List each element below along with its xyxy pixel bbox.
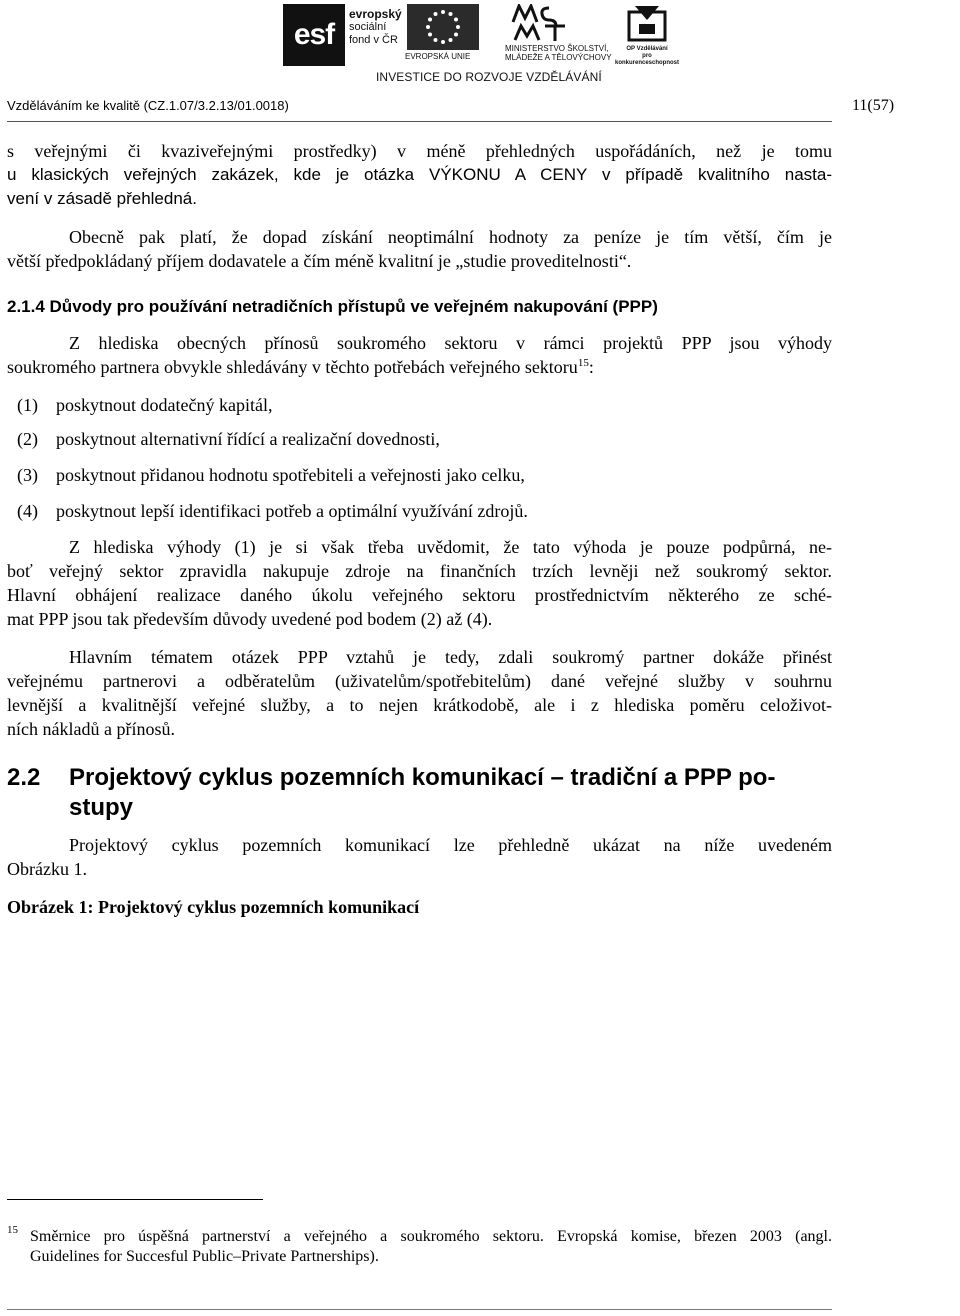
esf-logo-text [349,8,409,47]
section-heading-text: Projektový cyklus pozemních komunikací – tradiční a PPP po- [69,764,776,791]
footnote-divider [7,1199,263,1200]
list-item-number: (3) [17,465,38,485]
eu-flag-icon [407,4,479,50]
footer-divider [7,1309,832,1310]
paragraph-line: boť veřejný sektor zpravidla nakupuje zdroje na finančních trzích levněji než soukromý sektor. [7,561,832,581]
page-number: 11(57) [852,97,895,114]
paragraph-line: vení v zásadě přehledná. [7,189,197,208]
investice-caption: INVESTICE DO ROZVOJE VZDĚLÁVÁNÍ [376,70,602,84]
section-heading-number: 2.2 [7,764,41,791]
esf-logo [283,4,402,66]
esf-logo-line: fond v ČR [349,34,398,46]
list-item-text: poskytnout přidanou hodnotu spotřebiteli a veřejnosti jako celku, [56,465,525,485]
paragraph-line [7,356,594,378]
esf-logo-line: evropský [349,7,402,21]
footnote-text: Guidelines for Succesful Public–Private Partnerships). [30,1248,379,1265]
footnote-reference: 15 [577,357,589,369]
msmt-logo-caption [505,44,625,62]
footnote-text: Směrnice pro úspěšná partnerství a veřejného a soukromého sektoru. Evropská komise, březen 2003 (angl. [30,1228,832,1245]
eu-logo [407,4,479,66]
op-logo [614,4,679,66]
paragraph-line: u klasických veřejných zakázek, kde je otázka VÝKONU A CENY v případě kvalitního nasta- [7,165,832,184]
op-mark-icon [625,6,669,42]
op-logo-caption [613,46,681,67]
msmt-caption-line: MINISTERSTVO ŠKOLSTVÍ, [505,44,609,53]
paragraph-line: levnější a kvalitnější veřejné služby, a to nejen krátkodobě, ale i z hlediska poměru celoživot- [7,695,832,715]
list-item-number: (1) [17,395,38,415]
running-header-title: Vzděláváním ke kvalitě (CZ.1.07/3.2.13/01.0018) [7,98,289,113]
list-item-number: (2) [17,429,38,449]
esf-logo-mark: esf [283,4,345,66]
section-heading-continuation: stupy [69,794,134,821]
paragraph-line: Hlavním tématem otázek PPP vztahů je tedy, zdali soukromý partner dokáže přinést [69,647,832,667]
paragraph-line: Obrázku 1. [7,859,87,879]
paragraph-line: veřejnému partnerovi a odběratelům (uživatelům/spotřebitelům) dané veřejné služby v souhrnu [7,671,832,691]
logo-banner [283,0,678,90]
msmt-logo [505,4,612,66]
list-item-text: poskytnout lepší identifikaci potřeb a optimální využívání zdrojů. [56,501,528,521]
figure-caption: Obrázek 1: Projektový cyklus pozemních komunikací [7,897,420,917]
op-caption-line: OP Vzdělávání [626,46,668,52]
paragraph-line: Projektový cyklus pozemních komunikací lze přehledně ukázat na níže uvedeném [69,835,832,855]
footnote-number: 15 [7,1224,18,1236]
msmt-caption-line: MLÁDEŽE A TĚLOVÝCHOVY [505,53,612,62]
op-caption-line: pro konkurenceschopnost [614,53,679,66]
list-item-text: poskytnout alternativní řídící a realizační dovednosti, [56,429,440,449]
list-item-text: poskytnout dodatečný kapitál, [56,395,273,415]
paragraph-line: ních nákladů a přínosů. [7,719,175,739]
list-item-number: (4) [17,501,38,521]
paragraph-line: Obecně pak platí, že dopad získání neoptimální hodnoty za peníze je tím větší, čím je [69,227,832,247]
paragraph-line: Hlavní obhájení realizace daného úkolu veřejného sektoru prostřednictvím některého ze sché- [7,585,832,605]
section-heading-2-2 [7,763,776,793]
paragraph-line: mat PPP jsou tak především důvody uvedené pod bodem (2) až (4). [7,609,493,629]
section-heading-2-1-4: 2.1.4 Důvody pro používání netradičních přístupů ve veřejném nakupování (PPP) [7,297,658,316]
paragraph-line: Z hlediska obecných přínosů soukromého sektoru v rámci projektů PPP jsou výhody [69,333,832,353]
paragraph-line: Z hlediska výhody (1) je si však třeba uvědomit, že tato výhoda je pouze podpůrná, ne- [69,537,832,557]
paragraph-line: s veřejnými či kvaziveřejnými prostředky) v méně přehledných uspořádáních, než je tomu [7,141,832,161]
esf-logo-line: sociální [349,21,387,33]
paragraph-line: větší předpokládaný příjem dodavatele a čím méně kvalitní je „studie proveditelnosti“. [7,251,632,271]
paragraph-text: soukromého partnera obvykle shledávány v těchto potřebách veřejného sektoru [7,357,578,377]
eu-logo-caption: EVROPSKÁ UNIE [405,52,471,61]
header-divider [7,121,832,122]
msmt-mark-icon [509,4,569,42]
paragraph-text: : [588,357,594,377]
